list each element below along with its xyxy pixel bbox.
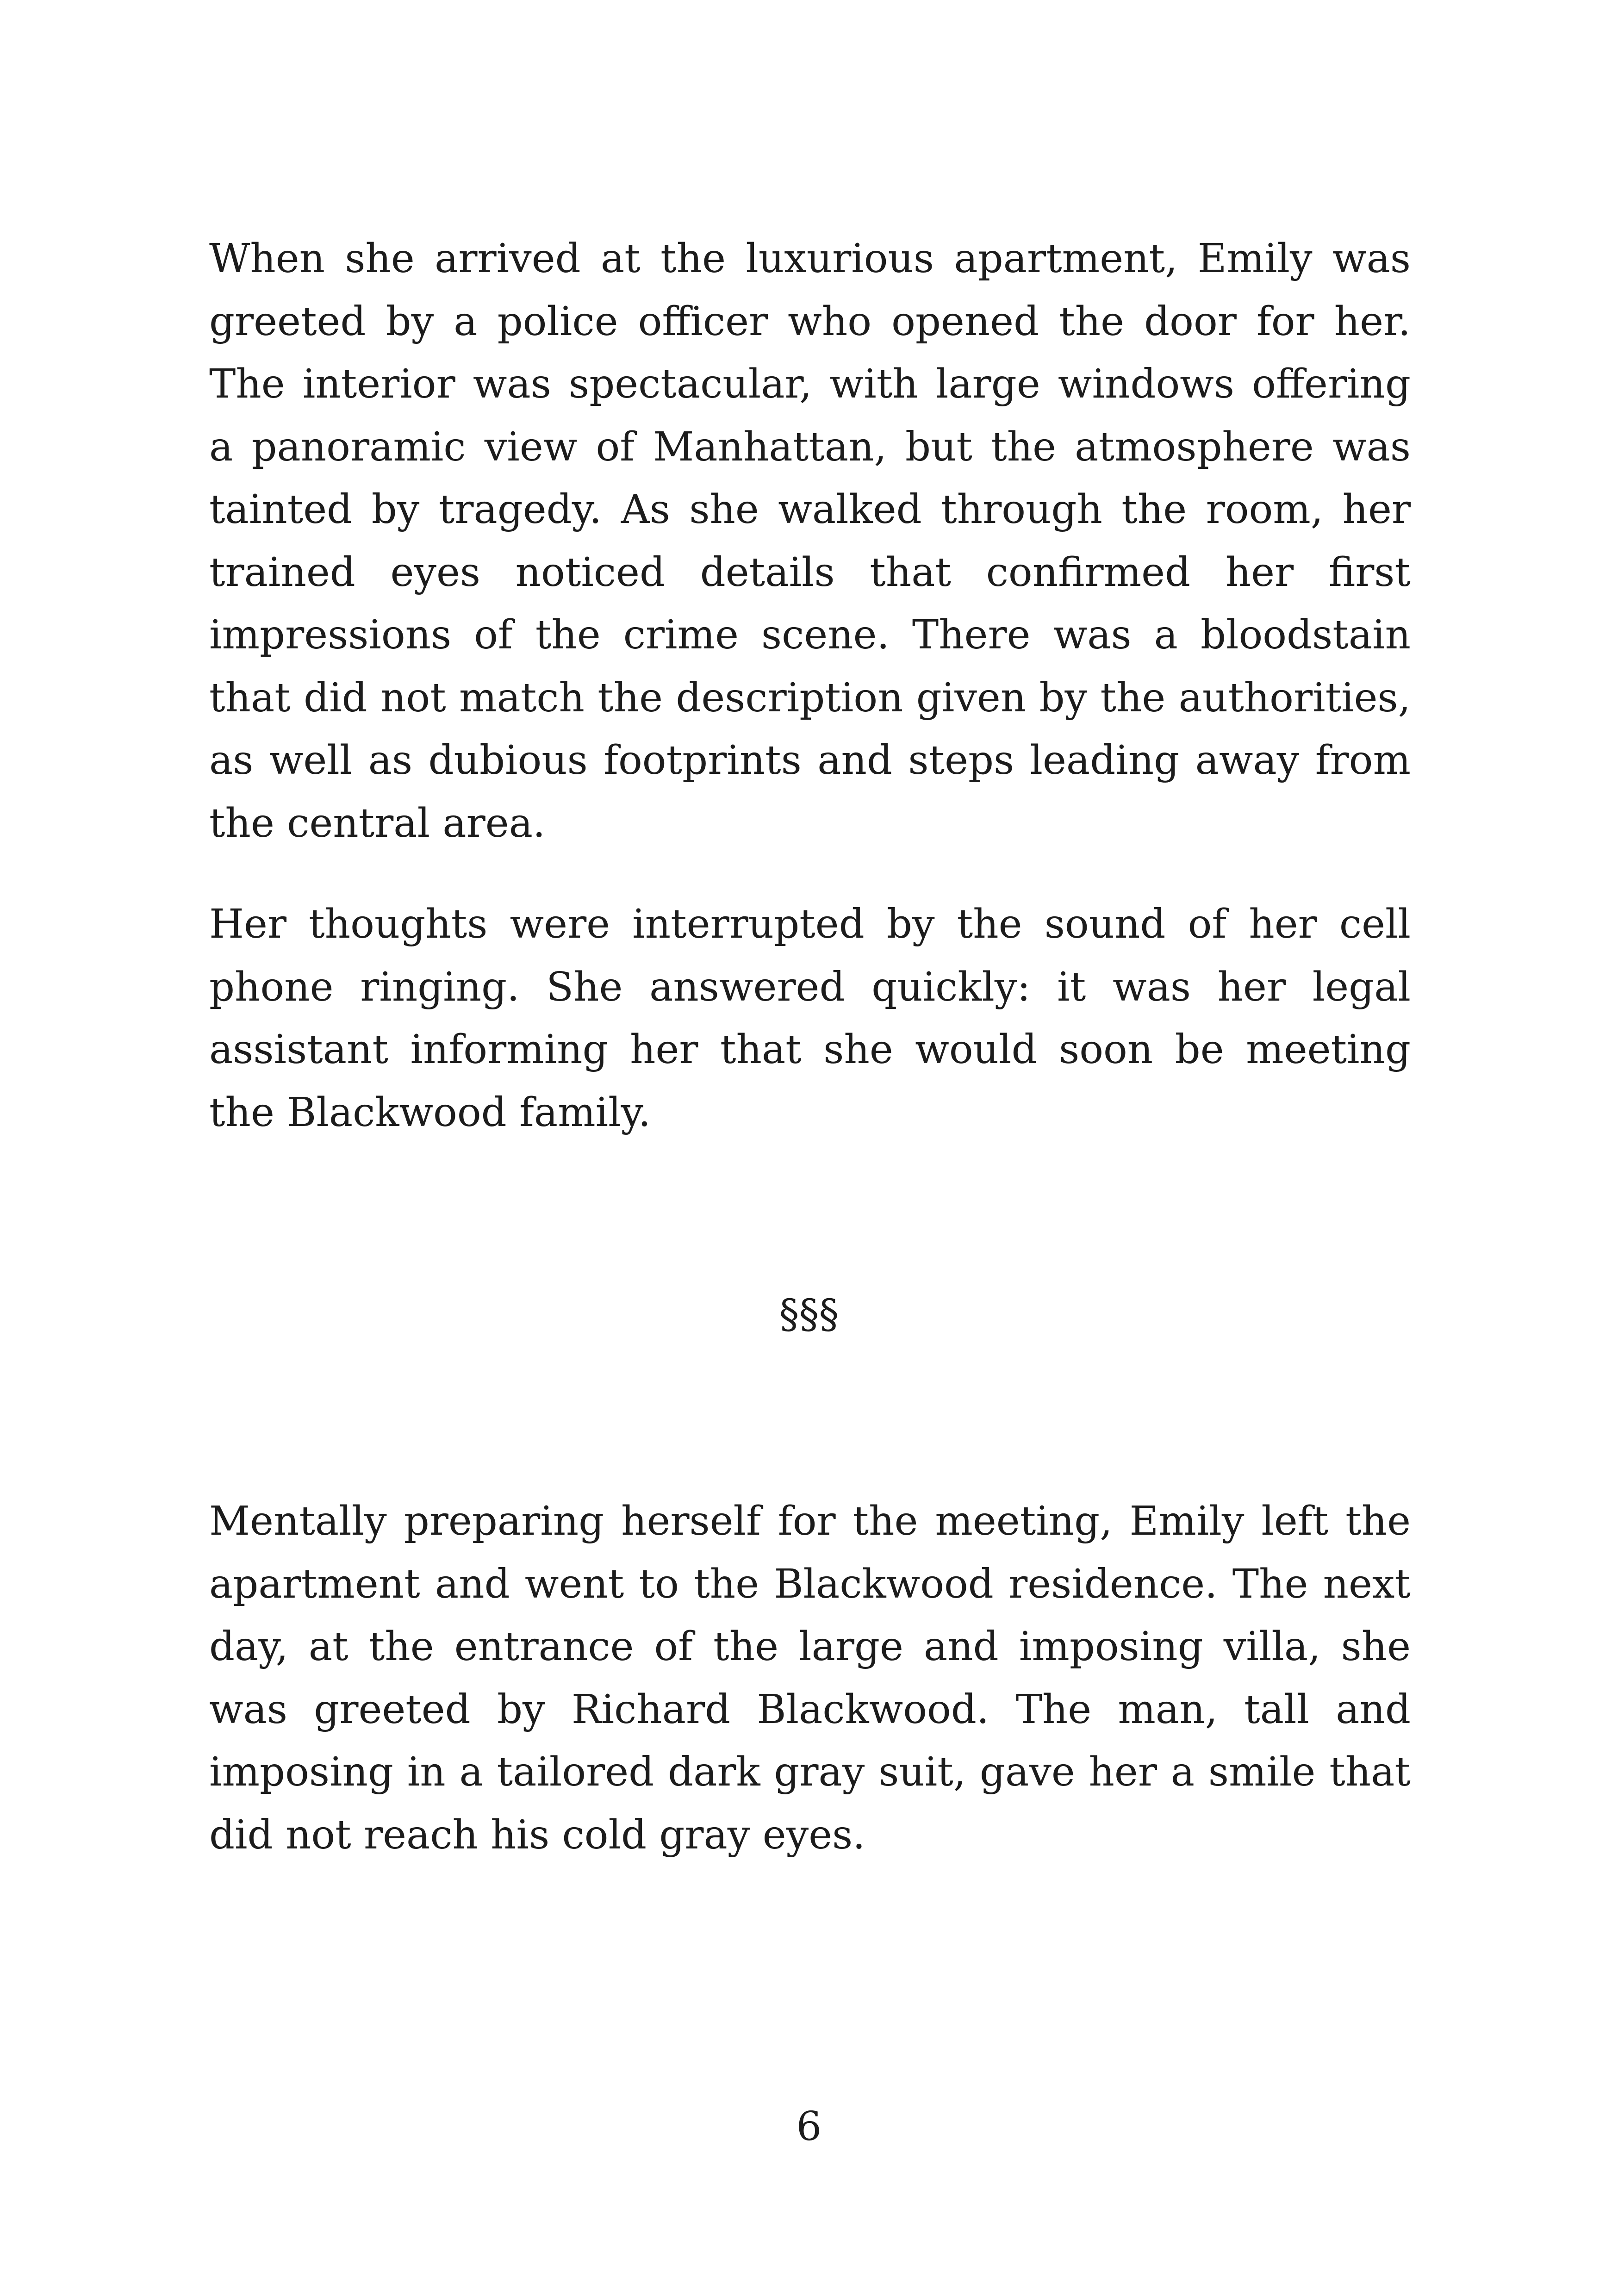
body-paragraph-3: Mentally preparing herself for the meeting, Emily left the apartment and went to the Blackwood residence. The next day, at the entrance of the large and imposing villa, she was greeted by Richard Blackwood. The man, tall and imposing in a tailored dark gray suit, gave her a smile that did not reach his cold gray eyes. bbox=[209, 1498, 1411, 1858]
page-number: 6 bbox=[796, 2103, 822, 2150]
section-separator: §§§ bbox=[779, 1291, 839, 1338]
body-paragraph-1: When she arrived at the luxurious apartment, Emily was greeted by a police officer who opened the door for her. The interior was spectacular, with large windows offering a panoramic view of Manhattan, but the atmosphere was tainted by tragedy. As she walked through the room, her trained eyes noticed details that confirmed her first impressions of the crime scene. There was a bloodstain that did not match the description given by the authorities, as well as dubious footprints and steps leading away from the central area. bbox=[209, 236, 1411, 846]
body-paragraph-2: Her thoughts were interrupted by the sound of her cell phone ringing. She answered quickly: it was her legal assistant informing her that she would soon be meeting the Blackwood family. bbox=[209, 901, 1411, 1136]
